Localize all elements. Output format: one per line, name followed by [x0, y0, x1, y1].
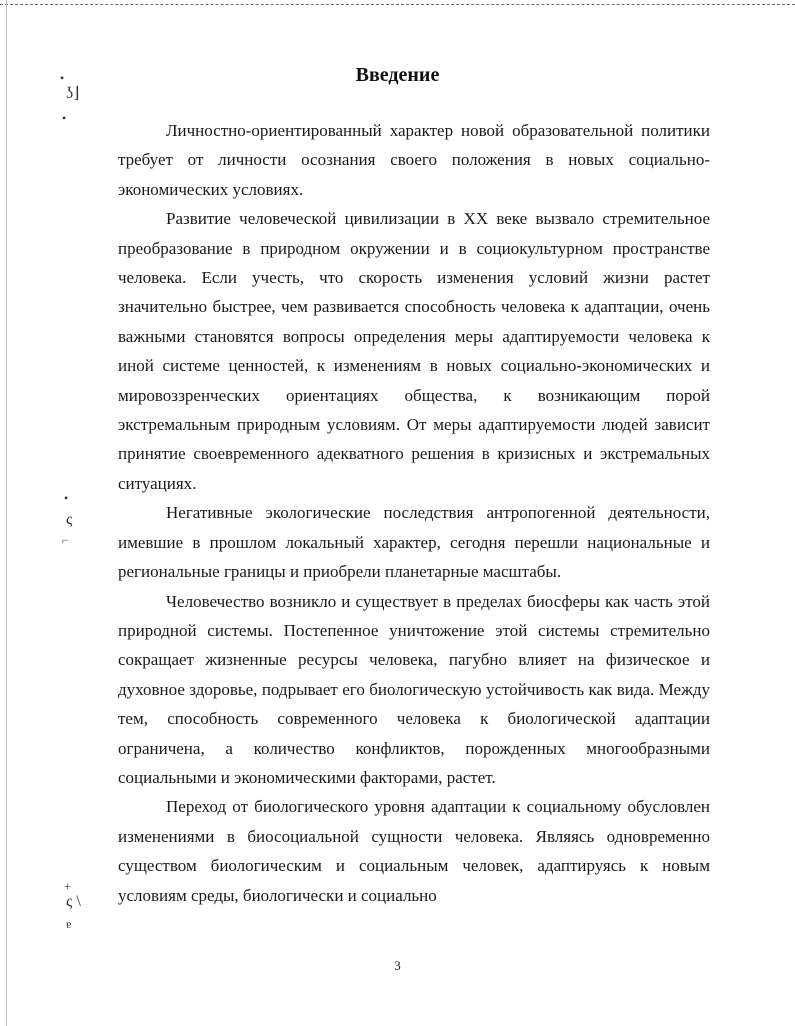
paragraph: Человечество возникло и существует в пределах биосферы как часть этой природной системы. Постепенное уничтожение этой системы стремительно сокращает жизненные ресурсы человека, пагубно влияет на физическое и духовное здоровье, подрывает его биологическую устойчивость как вида. Между тем, способность современного человека к биологической адаптации ограничена, а количество конфликтов, порожденных многообразными социальными и экономическими факторами, растет.: [118, 591, 710, 787]
body-text: [118, 116, 710, 910]
paragraph: Личностно-ориентированный характер новой образовательной политики требует от личности осознания своего положения в новых социально-экономических условиях.: [118, 121, 710, 199]
paragraph: Переход от биологического уровня адаптации к социальному обусловлен изменениями в биосоциальной сущности человека. Являясь одновременно существом биологическим и социальным человек, адаптируясь к новым условиям среды, биологически и социально: [118, 797, 710, 905]
margin-mark-icon: ʖ⌋: [66, 85, 80, 102]
scan-edge-left: [6, 0, 7, 1026]
page-title: Введение: [355, 64, 440, 86]
margin-mark-icon: ɐ: [66, 917, 72, 931]
margin-mark-icon: ⌐: [62, 533, 69, 547]
paragraph: Негативные экологические последствия антропогенной деятельности, имевшие в прошлом локальный характер, сегодня перешли национальные и региональные границы и приобрели планетарные масштабы.: [118, 503, 710, 582]
margin-mark-icon: +: [64, 879, 71, 893]
paragraph: Развитие человеческой цивилизации в XX веке вызвало стремительное преобразование в природном окружении и в социокультурном пространстве человека. Если учесть, что скорость изменения условий жизни растет значительно быстрее, чем развивается способность человека к адаптации, очень важными становятся вопросы определения меры адаптируемости человека к иной системе ценностей, к изменениям в новых социально-экономических и мировоззренческих ориентациях общества, к возникающим порой экстремальным природным условиям. От меры адаптируемости людей зависит принятие своевременного адекватного решения в кризисных и экстремальных ситуациях.: [118, 209, 710, 493]
page-number: 3: [394, 958, 401, 973]
margin-mark-icon: ς \: [66, 893, 81, 910]
margin-mark-icon: •: [60, 71, 65, 85]
margin-mark-icon: •: [64, 491, 69, 505]
margin-mark-icon: •: [62, 111, 67, 125]
scan-edge-top: [0, 0, 795, 5]
margin-mark-icon: ς: [66, 511, 73, 528]
